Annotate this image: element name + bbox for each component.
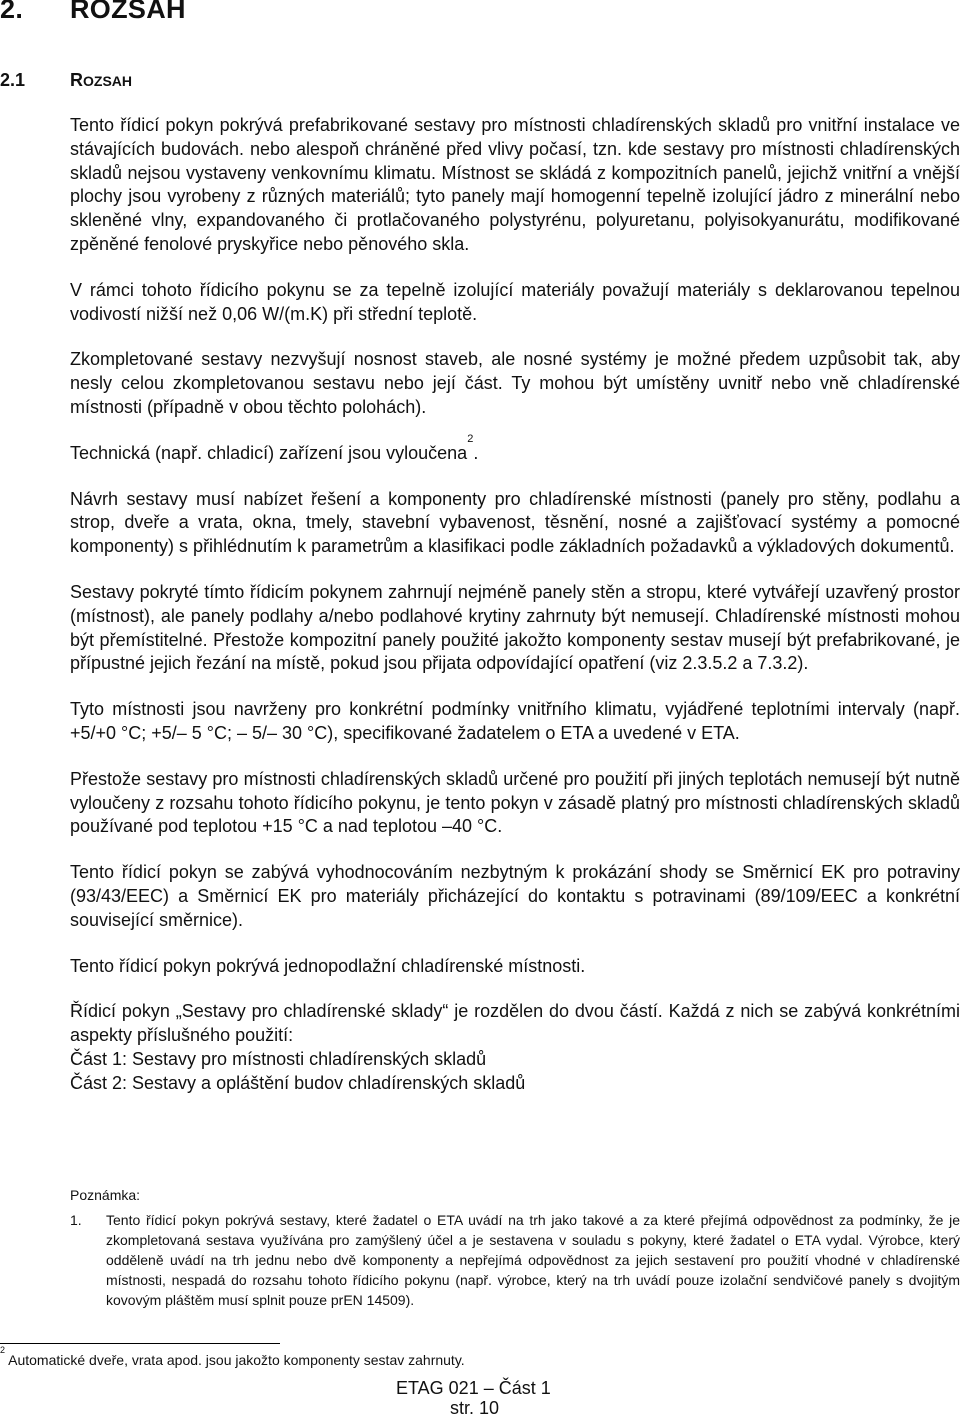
chapter-number: 2. [0, 0, 24, 24]
footer-page-number: str. 10 [450, 1398, 500, 1418]
paragraph-directives: Tento řídicí pokyn se zabývá vyhodnocováním nezbytným k prokázání shody se Směrnicí EK pro potraviny (93/43/EEC) a Směrnicí EK pro materiály přicházející do kontaktu s potravinami (89/109/EEC a konkrétní související směrnice). [70, 862, 960, 930]
footer-document-id: ETAG 021 – Část 1 [396, 1378, 551, 1398]
paragraph-other-temperatures: Přestože sestavy pro místnosti chladírenských skladů určené pro použití při jiných teplotách nemusejí být nutně vyloučeny z rozsahu tohoto řídicího pokynu, je tento pokyn v zásadě platný pro místnosti chladírenských skladů používané pod teplotou +15 °C a nad teplotou –40 °C. [70, 768, 960, 837]
footnote [0, 1345, 465, 1368]
paragraph-load-bearing: Zkompletované sestavy nezvyšují nosnost staveb, ale nosné systémy je možné předem uzpůsobit tak, aby nesly celou zkompletovanou sestavu nebo její část. Ty mohou být umístěny uvnitř nebo vně chladírenské místnosti (případně v obou těchto polohách). [70, 349, 960, 417]
section-body [70, 114, 960, 1096]
note-number: 1. [70, 1212, 82, 1228]
section-heading [0, 70, 132, 91]
footnote-text: Automatické dveře, vrata apod. jsou jakožto komponenty sestav zahrnuty. [5, 1352, 465, 1368]
chapter-title: ROZSAH [70, 0, 186, 24]
note-title: Poznámka: [70, 1187, 141, 1203]
technical-text-end: . [473, 442, 479, 463]
footnote-ref-2[interactable]: 2 [467, 432, 474, 445]
paragraph-temperature-intervals: Tyto místnosti jsou navrženy pro konkrétní podmínky vnitřního klimatu, vyjádřené teplotními intervaly (např. +5/+0 °C; +5/– 5 °C; – 5/– 30 °C), specifikované žadatelem o ETA a uvedené v ETA. [70, 699, 960, 743]
section-title-initial: R [70, 70, 83, 90]
section-title-rest: OZSAH [83, 73, 132, 89]
note-item [70, 1210, 960, 1310]
footnote-marker: 2 [0, 1345, 6, 1355]
paragraph-single-storey: Tento řídicí pokyn pokrývá jednopodlažní chladírenské místnosti. [70, 955, 586, 976]
part-2-item: Část 2: Sestavy a opláštění budov chladírenských skladů [70, 1072, 526, 1093]
chapter-heading [0, 0, 186, 25]
paragraph-scope: Tento řídicí pokyn pokrývá prefabrikované sestavy pro místnosti chladírenských skladů pro vnitřní instalace ve stávajících budovách. nebo alespoň chráněné před vlivy počasí, tzn. kde sestavy pro místnosti chladírenských skladů nejsou vystaveny venkovnímu klimatu. Místnost se skládá z kompozitních panelů, jejichž vnitřní a vnější plochy jsou vyrobeny z různých materiálů; tyto panely mají homogenní tepelně izolující jádro z minerální nebo skleněné vlny, expandovaného či protlačovaného polystyrénu, polyuretanu, polyisokyanurátu, modifikované zpěněné fenolové pryskyřice nebo pěnového skla. [70, 115, 960, 254]
paragraph-technical-equipment [70, 432, 960, 466]
note-text: Tento řídicí pokyn pokrývá sestavy, které žadatel o ETA uvádí na trh jako takové a za které přejímá odpovědnost za podmínky, že je zkompletovaná sestava využívána pro zamýšlený účel a je sestavena v souladu s pokyny, které žadatel o ETA vydal. Výrobce, který odděleně uvádí na trh jednu nebo dvě komponenty a nepřejímá odpovědnost za jejich sestavení pro použití vhodné v chladírenské místnosti, nespadá do rozsahu tohoto řídicího pokynu (např. výrobce, který na trh uvádí pouze izolační sendvičové panely s dvojitým kovovým pláštěm musí splnit pouze prEN 14509). [106, 1212, 960, 1308]
paragraph-design: Návrh sestavy musí nabízet řešení a komponenty pro chladírenské místnosti (panely pro stěny, podlahu a strop, dveře a vrata, okna, tmely, stavební vybavenost, těsnění, nosné a zajišťovací systémy a pomocné komponenty) s přihlédnutím k parametrům a klasifikaci podle základních požadavků a výkladových dokumentů. [70, 488, 960, 557]
paragraph-thermal-materials: V rámci tohoto řídicího pokynu se za tepelně izolující materiály považují materiály s deklarovanou tepelnou vodivostí nižší než 0,06 W/(m.K) při střední teplotě. [70, 279, 960, 324]
section-number: 2.1 [0, 70, 26, 90]
paragraph-coverage: Sestavy pokryté tímto řídicím pokynem zahrnují nejméně panely stěn a stropu, které vytvářejí uzavřený prostor (místnost), ale panely podlahy a/nebo podlahové krytiny zahrnuty být nemusejí. Chladírenské místnosti mohou být přemístitelné. Přestože kompozitní panely použité jakožto komponenty sestav musejí být prefabrikované, je přípustné jejich řezání na místě, pokud jsou přijata odpovídající opatření (viz 2.3.5.2 a 7.3.2). [70, 581, 960, 674]
part-1-item: Část 1: Sestavy pro místnosti chladírenských skladů [70, 1048, 487, 1069]
paragraph-parts-intro: Řídicí pokyn „Sestavy pro chladírenské sklady“ je rozdělen do dvou částí. Každá z nich se zabývá konkrétními aspekty příslušného použití: [70, 1001, 960, 1046]
footnote-separator [0, 1343, 280, 1344]
technical-text: Technická (např. chladicí) zařízení jsou vyloučena [70, 442, 468, 463]
